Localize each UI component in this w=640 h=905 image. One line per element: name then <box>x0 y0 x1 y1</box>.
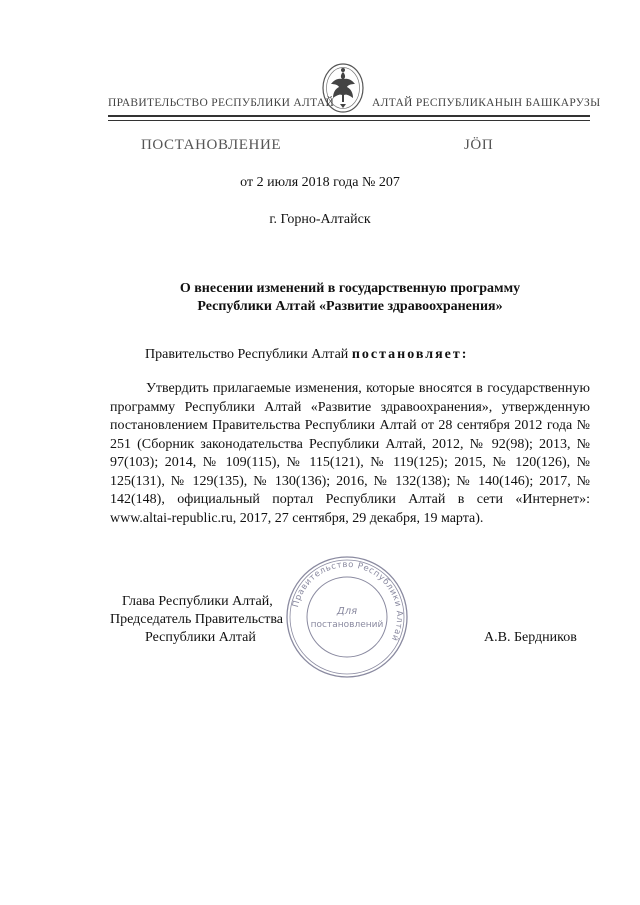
signature-title-line-1: Глава Республики Алтай, <box>122 594 273 609</box>
doc-type-russian: ПОСТАНОВЛЕНИЕ <box>141 137 282 153</box>
stamp-center-line-1: Для <box>336 606 358 617</box>
header-rule-thick <box>108 115 590 117</box>
document-title <box>110 280 590 316</box>
signature-title-line-2: Председатель Правительства <box>110 612 283 627</box>
header-government-name: ПРАВИТЕЛЬСТВО РЕСПУБЛИКИ АЛТАЙ <box>108 97 335 109</box>
stamp-ring-text: Правительство Республики Алтай <box>290 559 405 643</box>
decree-line <box>145 347 468 363</box>
title-line-2: Республики Алтай «Развитие здравоохранения» <box>197 299 503 314</box>
decree-prefix: Правительство Республики Алтай <box>145 347 349 362</box>
signatory-name: А.В. Бердников <box>484 630 577 645</box>
document-date: от 2 июля 2018 года № 207 <box>240 175 400 190</box>
document-city: г. Горно-Алтайск <box>269 212 371 227</box>
signature-title-line-3: Республики Алтай <box>145 630 256 645</box>
official-stamp <box>284 554 410 680</box>
header-government-name-altai: АЛТАЙ РЕСПУБЛИКАНЫН БАШКАРУЗЫ <box>372 97 601 109</box>
title-line-1: О внесении изменений в государственную программу <box>179 281 521 296</box>
decree-verb: постановляет: <box>351 347 469 362</box>
header-rule-thin <box>108 120 590 121</box>
body-paragraph: Утвердить прилагаемые изменения, которые вносятся в государственную программу Республики Алтай «Развитие здравоохранения», утвержденную постановлением Правительства Республики Алтай от 28 сентября 2012 года № 251 (Сборник законодательства Республики Алтай, 2012, № 92(98); 2013, № 97(103); 2014, № 109(115), № 115(121), № 119(125); 2015, № 120(126), № 125(131), № 129(135), № 130(136); 2016, № 132(138); № 140(146); 2017, № 142(148), официальный портал Республики Алтай в сети «Интернет»: www.altai-republic.ru, 2017, 27 сентября, 29 декабря, 19 марта). <box>110 381 590 526</box>
doc-type-altai: ЈӦП <box>464 137 494 153</box>
stamp-center-line-2: постановлений <box>310 620 384 630</box>
